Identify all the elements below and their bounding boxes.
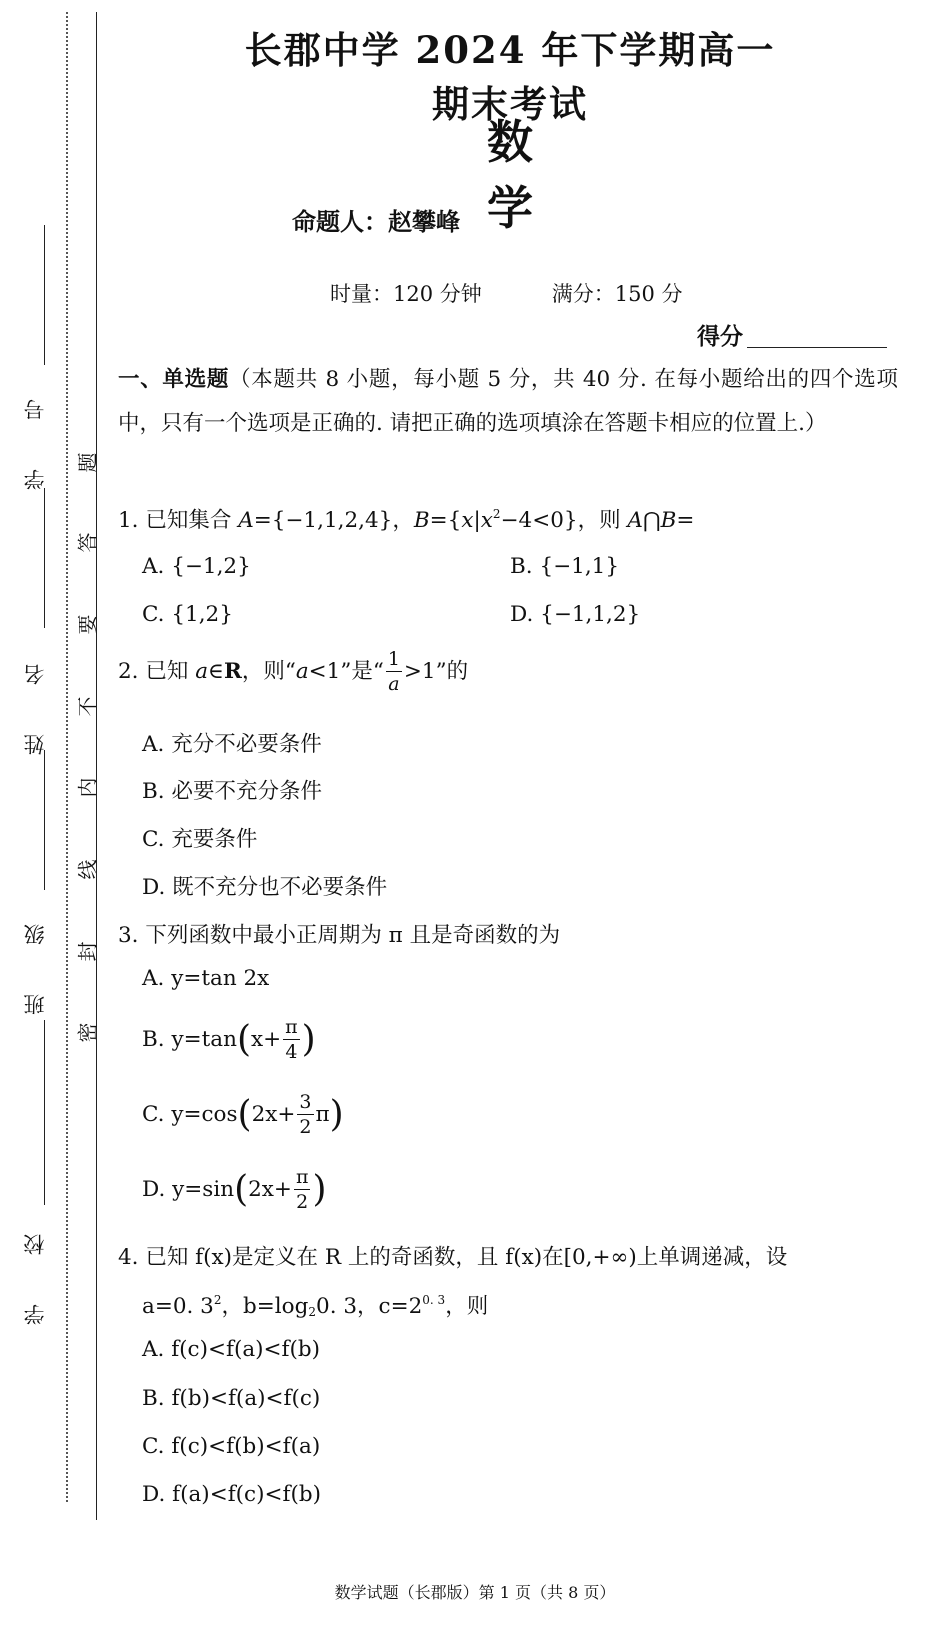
question-2-option-a: A. 充分不必要条件 (142, 732, 322, 757)
seal-warning-char: 要 (75, 614, 100, 635)
fraction: $\frac{\pi}{2}$ (295, 1166, 309, 1213)
exam-info (330, 278, 683, 308)
seal-warning-char: 题 (75, 452, 100, 473)
seal-warning-char: 线 (75, 859, 100, 880)
fraction: $\frac{1}{a}$ (387, 648, 400, 695)
fraction: $\frac{3}{2}$ (299, 1091, 312, 1138)
section-heading: 一、单选题 (118, 367, 230, 392)
question-3-option-a: A. y=tan 2x (142, 966, 270, 991)
fold-dotted-line (66, 12, 68, 1502)
question-1-stem: 1. 已知集合 A={−1,1,2,4}，$B=\{x|x^2-4<0\}$，则 A⋂B= (118, 507, 695, 533)
question-4-option-b: B. f(b)<f(a)<f(c) (142, 1386, 321, 1411)
student-id-blank (44, 225, 45, 365)
question-setter: 命题人：赵攀峰 (292, 208, 460, 236)
student-id-label: 学 号 (23, 385, 47, 490)
question-1-option-a: A. {−1,2} (142, 554, 251, 579)
question-2-option-c: C. 充要条件 (142, 827, 258, 852)
score-box (697, 318, 887, 351)
question-3-option-b: B. y=tan(x+ $\frac{\pi}{4}$ ) (142, 1016, 316, 1063)
question-1-option-d: D. {−1,1,2} (510, 602, 641, 627)
question-2-option-b: B. 必要不充分条件 (142, 779, 322, 804)
score-label: 得分 (697, 324, 743, 350)
seal-warning-char: 密 (75, 1022, 100, 1043)
seal-warning-char: 封 (75, 941, 100, 962)
duration: 时量：120 分钟 (330, 282, 482, 306)
subject-title: 数学 (487, 115, 579, 235)
question-4-stem: 4. 已知 f(x)是定义在 R 上的奇函数，且 f(x)在[0,+∞)上单调递减，设 (118, 1245, 788, 1270)
question-4-stem-line-2: a=0. $3^2$，$b=\log_20$. 3，$c=2^{0. 3}$，则 (142, 1293, 489, 1319)
seal-warning-char: 答 (75, 532, 100, 553)
question-3-option-d: D. y=sin(2x+ $\frac{\pi}{2}$ ) (142, 1166, 327, 1213)
fraction: $\frac{\pi}{4}$ (285, 1016, 298, 1063)
full-marks: 满分：150 分 (551, 282, 683, 306)
school-label: 学 校 (23, 1220, 47, 1325)
page-footer: 数学试题（长郡版）第 1 页（共 8 页） (334, 1583, 616, 1602)
section-instructions (118, 358, 898, 446)
seal-warning-char: 不 (75, 696, 100, 717)
question-2-stem: 2. 已知 a∈R，则“a<1”是“ $\frac{1}{a}$ >1”的 (118, 648, 469, 695)
section-instructions-text: （本题共 8 小题，每小题 5 分，共 40 分. 在每小题给出的四个选项中，只有一个选项是正确的. 请把正确的选项填涂在答题卡相应的位置上.） (118, 367, 898, 436)
school-blank (44, 1020, 45, 1205)
question-2-option-d: D. 既不充分也不必要条件 (142, 875, 388, 900)
seal-warning-char: 内 (75, 777, 100, 798)
question-4-option-a: A. f(c)<f(a)<f(b) (142, 1337, 321, 1362)
question-4-option-d: D. f(a)<f(c)<f(b) (142, 1482, 321, 1507)
exam-title: 长郡中学 2024 年下学期高一期末考试 (244, 28, 776, 126)
question-3-stem: 3. 下列函数中最小正周期为 π 且是奇函数的为 (118, 923, 561, 948)
name-label: 姓 名 (23, 650, 47, 755)
question-1-option-c: C. {1,2} (142, 602, 233, 627)
score-blank[interactable] (747, 347, 887, 348)
name-blank (44, 488, 45, 628)
question-3-option-c: C. y=cos(2x+ $\frac{3}{2}$ π) (142, 1091, 344, 1138)
class-blank (44, 750, 45, 890)
question-1-option-b: B. {−1,1} (510, 554, 620, 579)
seal-line (96, 12, 97, 1520)
class-label: 班 级 (23, 910, 47, 1015)
question-4-option-c: C. f(c)<f(b)<f(a) (142, 1434, 321, 1459)
